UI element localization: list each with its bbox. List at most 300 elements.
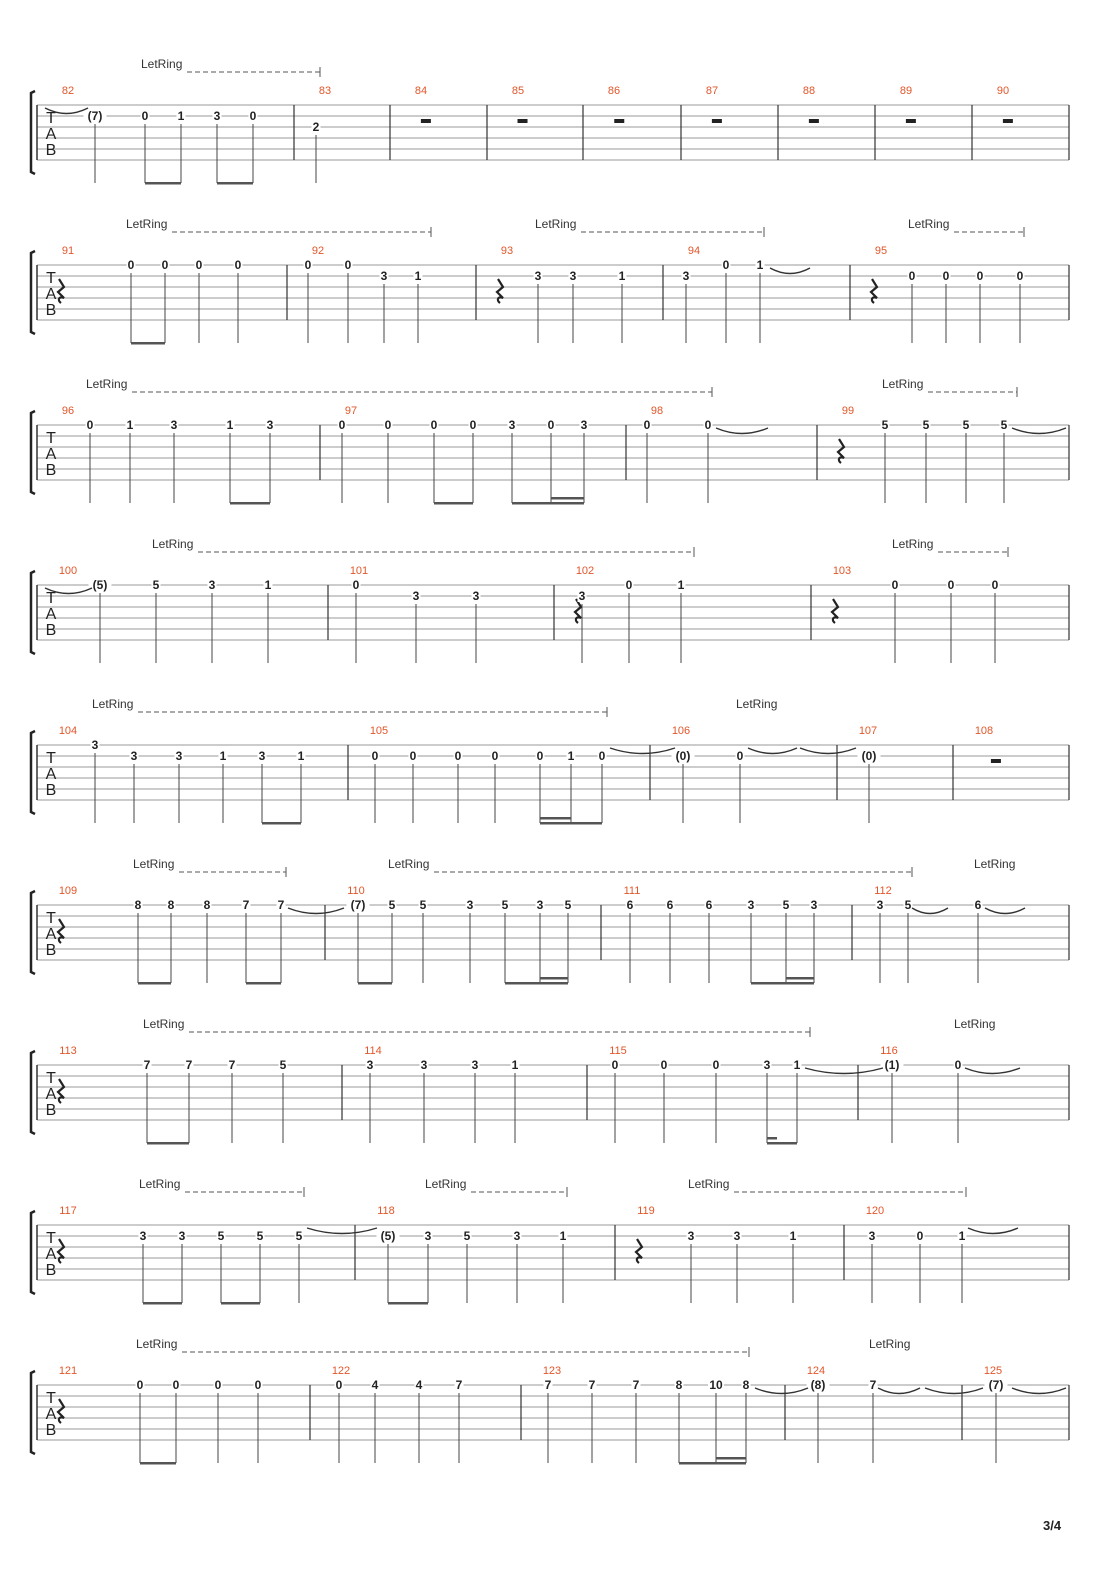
tab-clef-letter: A <box>45 606 57 623</box>
beam <box>767 1142 797 1145</box>
fret-number: 0 <box>344 258 352 272</box>
fret-number: 7 <box>455 1378 463 1392</box>
tie <box>755 1388 808 1394</box>
fret-number: 5 <box>881 418 889 432</box>
whole-rest <box>518 119 528 123</box>
system-bracket <box>31 411 35 494</box>
beam <box>388 1302 428 1305</box>
tab-clef-letter: B <box>45 302 57 319</box>
whole-rest <box>712 119 722 123</box>
beam <box>679 1462 746 1465</box>
fret-number: 3 <box>810 898 818 912</box>
fret-number: 0 <box>1016 269 1024 283</box>
beam <box>221 1302 260 1305</box>
fret-number: 1 <box>618 269 626 283</box>
tie <box>925 1388 983 1394</box>
fret-number: 0 <box>86 418 94 432</box>
tab-clef-letter: T <box>46 270 56 287</box>
fret-number: 3 <box>536 898 544 912</box>
fret-number: (7) <box>988 1378 1004 1392</box>
fret-number: 0 <box>371 749 379 763</box>
fret-number: 7 <box>185 1058 193 1072</box>
fret-number: 3 <box>868 1229 876 1243</box>
whole-rest <box>614 119 624 123</box>
measure-number: 118 <box>377 1205 395 1217</box>
tie <box>965 1068 1020 1074</box>
measure-number: 88 <box>802 85 816 97</box>
beam <box>145 182 181 185</box>
tab-clef-letter: B <box>45 462 57 479</box>
beam <box>551 497 584 500</box>
measure-number: 116 <box>880 1045 898 1057</box>
measure-number: 97 <box>344 405 358 417</box>
beam <box>358 982 392 985</box>
tab-clef-letter: B <box>45 1102 57 1119</box>
fret-number: 3 <box>139 1229 147 1243</box>
measure-number: 105 <box>369 725 389 737</box>
fret-number: 1 <box>177 109 185 123</box>
staff-system <box>31 377 1069 505</box>
tab-clef-letter: T <box>46 750 56 767</box>
fret-number: 7 <box>143 1058 151 1072</box>
fret-number: 0 <box>141 109 149 123</box>
measure-number: 89 <box>899 85 913 97</box>
beam <box>512 502 584 505</box>
fret-number: 0 <box>916 1229 924 1243</box>
measure-number: 109 <box>58 885 78 897</box>
fret-number: 7 <box>277 898 285 912</box>
let-ring-label: LetRing <box>136 1337 178 1351</box>
fret-number: 5 <box>922 418 930 432</box>
system-bracket <box>31 1371 35 1454</box>
fret-number: 3 <box>472 589 480 603</box>
fret-number: 8 <box>675 1378 683 1392</box>
beam <box>230 502 270 505</box>
tab-clef-letter: T <box>46 110 56 127</box>
fret-number: 6 <box>705 898 713 912</box>
tie <box>1012 1388 1066 1394</box>
fret-number: (0) <box>675 749 691 763</box>
quarter-rest <box>58 1079 64 1103</box>
tab-clef-letter: T <box>46 1070 56 1087</box>
measure-number: 111 <box>623 885 641 897</box>
fret-number: (5) <box>92 578 108 592</box>
fret-number: 3 <box>424 1229 432 1243</box>
fret-number: 0 <box>736 749 744 763</box>
fret-number: 0 <box>172 1378 180 1392</box>
fret-number: 3 <box>91 738 99 752</box>
measure-number: 83 <box>318 85 332 97</box>
beam <box>716 1457 746 1460</box>
fret-number: 8 <box>203 898 211 912</box>
fret-number: (5) <box>380 1229 396 1243</box>
fret-number: 0 <box>660 1058 668 1072</box>
fret-number: 3 <box>366 1058 374 1072</box>
quarter-rest <box>871 279 877 303</box>
let-ring-label: LetRing <box>143 1017 185 1031</box>
tie <box>805 1068 883 1074</box>
fret-number: 0 <box>136 1378 144 1392</box>
tie <box>912 908 948 914</box>
fret-number: 6 <box>626 898 634 912</box>
fret-number: 3 <box>208 578 216 592</box>
tie <box>610 748 675 754</box>
quarter-rest <box>497 279 503 303</box>
measure-number: 114 <box>364 1045 382 1057</box>
fret-number: 0 <box>352 578 360 592</box>
quarter-rest <box>58 919 64 943</box>
fret-number: 5 <box>962 418 970 432</box>
let-ring-label: LetRing <box>388 857 430 871</box>
system-bracket <box>31 91 35 174</box>
fret-number: 0 <box>409 749 417 763</box>
fret-number: 0 <box>234 258 242 272</box>
let-ring-label: LetRing <box>954 1017 996 1031</box>
measure-number: 90 <box>996 85 1010 97</box>
fret-number: 3 <box>380 269 388 283</box>
fret-number: 0 <box>598 749 606 763</box>
measure-number: 120 <box>865 1205 885 1217</box>
fret-number: 3 <box>747 898 755 912</box>
measure-number: 101 <box>349 565 369 577</box>
fret-number: 0 <box>454 749 462 763</box>
tab-clef-letter: B <box>45 142 57 159</box>
fret-number: 1 <box>511 1058 519 1072</box>
whole-rest <box>1003 119 1013 123</box>
measure-number: 96 <box>61 405 75 417</box>
tab-clef-letter: T <box>46 1390 56 1407</box>
fret-number: 3 <box>258 749 266 763</box>
tie <box>288 908 344 914</box>
let-ring-label: LetRing <box>86 377 128 391</box>
fret-number: 5 <box>295 1229 303 1243</box>
quarter-rest <box>58 1239 64 1263</box>
whole-rest <box>991 759 1001 763</box>
staff-system <box>31 537 1069 663</box>
tab-clef-letter: A <box>45 766 57 783</box>
fret-number: 3 <box>178 1229 186 1243</box>
measure-number: 113 <box>59 1045 77 1057</box>
fret-number: 3 <box>471 1058 479 1072</box>
let-ring-label: LetRing <box>133 857 175 871</box>
fret-number: 3 <box>213 109 221 123</box>
tab-clef-letter: A <box>45 1246 57 1263</box>
quarter-rest <box>636 1239 642 1263</box>
beam <box>246 982 281 985</box>
fret-number: 1 <box>789 1229 797 1243</box>
fret-number: 0 <box>625 578 633 592</box>
tie <box>716 428 768 434</box>
measure-number: 85 <box>511 85 525 97</box>
beam <box>138 982 171 985</box>
fret-number: 0 <box>335 1378 343 1392</box>
beam <box>540 977 568 980</box>
fret-number: 0 <box>908 269 916 283</box>
beam <box>786 977 814 980</box>
staff-system <box>31 697 1069 825</box>
fret-number: 1 <box>559 1229 567 1243</box>
let-ring-label: LetRing <box>882 377 924 391</box>
beam <box>751 982 814 985</box>
measure-number: 98 <box>650 405 664 417</box>
beam <box>140 1462 176 1465</box>
fret-number: 3 <box>466 898 474 912</box>
fret-number: 0 <box>704 418 712 432</box>
fret-number: 1 <box>226 418 234 432</box>
fret-number: 0 <box>254 1378 262 1392</box>
fret-number: 8 <box>167 898 175 912</box>
measure-number: 107 <box>858 725 878 737</box>
fret-number: 0 <box>491 749 499 763</box>
let-ring-label: LetRing <box>535 217 577 231</box>
fret-number: 3 <box>569 269 577 283</box>
measure-number: 87 <box>705 85 719 97</box>
fret-number: 3 <box>508 418 516 432</box>
let-ring-label: LetRing <box>126 217 168 231</box>
tab-clef-letter: A <box>45 446 57 463</box>
fret-number: 0 <box>611 1058 619 1072</box>
fret-number: 3 <box>763 1058 771 1072</box>
fret-number: 5 <box>782 898 790 912</box>
fret-number: 7 <box>588 1378 596 1392</box>
tie <box>878 1388 920 1394</box>
measure-number: 84 <box>414 85 428 97</box>
measure-number: 104 <box>58 725 78 737</box>
quarter-rest <box>832 599 838 623</box>
fret-number: 0 <box>338 418 346 432</box>
fret-number: 3 <box>534 269 542 283</box>
fret-number: (0) <box>861 749 877 763</box>
tie <box>800 748 856 754</box>
quarter-rest <box>58 1399 64 1423</box>
measure-number: 102 <box>575 565 595 577</box>
measure-number: 92 <box>311 245 325 257</box>
measure-number: 95 <box>874 245 888 257</box>
fret-number: 5 <box>1000 418 1008 432</box>
let-ring-label: LetRing <box>974 857 1016 871</box>
fret-number: 5 <box>256 1229 264 1243</box>
fret-number: (8) <box>810 1378 826 1392</box>
fret-number: 6 <box>974 898 982 912</box>
fret-number: 3 <box>412 589 420 603</box>
let-ring-label: LetRing <box>908 217 950 231</box>
fret-number: 5 <box>388 898 396 912</box>
fret-number: 0 <box>469 418 477 432</box>
staff-system <box>31 1017 1069 1145</box>
measure-number: 117 <box>59 1205 77 1217</box>
fret-number: 5 <box>152 578 160 592</box>
fret-number: 0 <box>942 269 950 283</box>
tie <box>968 1228 1018 1234</box>
fret-number: 1 <box>297 749 305 763</box>
system-bracket <box>31 1211 35 1294</box>
let-ring-label: LetRing <box>152 537 194 551</box>
fret-number: 1 <box>958 1229 966 1243</box>
tab-clef-letter: B <box>45 942 57 959</box>
beam <box>434 502 473 505</box>
measure-number: 115 <box>609 1045 627 1057</box>
measure-number: 124 <box>806 1365 826 1377</box>
fret-number: 7 <box>632 1378 640 1392</box>
fret-number: (7) <box>87 109 103 123</box>
measure-number: 99 <box>841 405 855 417</box>
tab-clef-letter: B <box>45 782 57 799</box>
fret-number: 5 <box>463 1229 471 1243</box>
whole-rest <box>421 119 431 123</box>
fret-number: 3 <box>266 418 274 432</box>
fret-number: 8 <box>134 898 142 912</box>
fret-number: 3 <box>578 589 586 603</box>
fret-number: 5 <box>904 898 912 912</box>
fret-number: 0 <box>712 1058 720 1072</box>
staff-system <box>31 217 1069 345</box>
fret-number: 10 <box>709 1378 723 1392</box>
fret-number: 7 <box>228 1058 236 1072</box>
fret-number: 5 <box>217 1229 225 1243</box>
tab-clef-letter: B <box>45 622 57 639</box>
system-bracket <box>31 251 35 334</box>
fret-number: 0 <box>976 269 984 283</box>
fret-number: 3 <box>175 749 183 763</box>
measure-number: 119 <box>637 1205 655 1217</box>
fret-number: 6 <box>666 898 674 912</box>
fret-number: 0 <box>947 578 955 592</box>
fret-number: 1 <box>567 749 575 763</box>
whole-rest <box>809 119 819 123</box>
fret-number: 0 <box>891 578 899 592</box>
beam <box>767 1137 777 1140</box>
fret-number: 4 <box>371 1378 379 1392</box>
let-ring-label: LetRing <box>141 57 183 71</box>
fret-number: 0 <box>384 418 392 432</box>
measure-number: 86 <box>607 85 621 97</box>
fret-number: 0 <box>304 258 312 272</box>
fret-number: 8 <box>742 1378 750 1392</box>
tab-clef-letter: T <box>46 1230 56 1247</box>
fret-number: 2 <box>312 120 320 134</box>
fret-number: 3 <box>876 898 884 912</box>
staff-system <box>31 57 1069 185</box>
fret-number: 0 <box>127 258 135 272</box>
fret-number: 3 <box>580 418 588 432</box>
fret-number: 3 <box>513 1229 521 1243</box>
measure-number: 100 <box>58 565 78 577</box>
beam <box>540 817 571 820</box>
tie <box>770 268 810 274</box>
tab-clef-letter: A <box>45 286 57 303</box>
measure-number: 110 <box>347 885 365 897</box>
tie <box>748 748 797 754</box>
tie <box>307 1228 377 1234</box>
let-ring-label: LetRing <box>688 1177 730 1191</box>
fret-number: 3 <box>130 749 138 763</box>
tab-clef-letter: T <box>46 430 56 447</box>
fret-number: 1 <box>793 1058 801 1072</box>
page-number: 3/4 <box>1043 1518 1062 1533</box>
measure-number: 125 <box>983 1365 1003 1377</box>
fret-number: 0 <box>161 258 169 272</box>
staff-system <box>31 857 1069 985</box>
fret-number: 1 <box>126 418 134 432</box>
let-ring-label: LetRing <box>869 1337 911 1351</box>
beam <box>217 182 253 185</box>
beam <box>131 342 165 345</box>
quarter-rest <box>838 439 844 463</box>
fret-number: 3 <box>170 418 178 432</box>
fret-number: (7) <box>350 898 366 912</box>
beam <box>262 822 301 825</box>
fret-number: 0 <box>954 1058 962 1072</box>
measure-number: 106 <box>671 725 691 737</box>
measure-number: 103 <box>832 565 852 577</box>
fret-number: 0 <box>214 1378 222 1392</box>
fret-number: 1 <box>264 578 272 592</box>
fret-number: 0 <box>643 418 651 432</box>
let-ring-label: LetRing <box>736 697 778 711</box>
system-bracket <box>31 731 35 814</box>
fret-number: 5 <box>279 1058 287 1072</box>
staff-system <box>31 1337 1069 1465</box>
fret-number: 1 <box>677 578 685 592</box>
fret-number: 5 <box>419 898 427 912</box>
measure-number: 94 <box>687 245 701 257</box>
tab-clef-letter: A <box>45 1406 57 1423</box>
measure-number: 112 <box>874 885 892 897</box>
staff-system <box>31 1177 1069 1305</box>
fret-number: 0 <box>195 258 203 272</box>
tab-clef-letter: B <box>45 1262 57 1279</box>
tab-clef-letter: B <box>45 1422 57 1439</box>
fret-number: 3 <box>687 1229 695 1243</box>
system-bracket <box>31 571 35 654</box>
fret-number: 1 <box>414 269 422 283</box>
let-ring-label: LetRing <box>892 537 934 551</box>
tie <box>985 908 1025 914</box>
fret-number: 0 <box>536 749 544 763</box>
fret-number: (1) <box>884 1058 900 1072</box>
fret-number: 7 <box>242 898 250 912</box>
fret-number: 7 <box>869 1378 877 1392</box>
fret-number: 1 <box>219 749 227 763</box>
fret-number: 0 <box>547 418 555 432</box>
fret-number: 7 <box>544 1378 552 1392</box>
beam <box>147 1142 189 1145</box>
fret-number: 3 <box>682 269 690 283</box>
measure-number: 91 <box>61 245 75 257</box>
measure-number: 108 <box>974 725 994 737</box>
tab-clef-letter: A <box>45 926 57 943</box>
fret-number: 1 <box>756 258 764 272</box>
fret-number: 3 <box>420 1058 428 1072</box>
system-bracket <box>31 891 35 974</box>
tab-clef-letter: T <box>46 590 56 607</box>
system-bracket <box>31 1051 35 1134</box>
measure-number: 121 <box>58 1365 78 1377</box>
let-ring-label: LetRing <box>139 1177 181 1191</box>
measure-number: 123 <box>542 1365 562 1377</box>
whole-rest <box>906 119 916 123</box>
let-ring-label: LetRing <box>92 697 134 711</box>
tab-clef-letter: A <box>45 1086 57 1103</box>
measure-number: 93 <box>500 245 514 257</box>
fret-number: 0 <box>722 258 730 272</box>
beam <box>505 982 568 985</box>
tab-clef-letter: A <box>45 126 57 143</box>
fret-number: 0 <box>991 578 999 592</box>
fret-number: 5 <box>564 898 572 912</box>
tie <box>1012 428 1066 434</box>
fret-number: 5 <box>501 898 509 912</box>
